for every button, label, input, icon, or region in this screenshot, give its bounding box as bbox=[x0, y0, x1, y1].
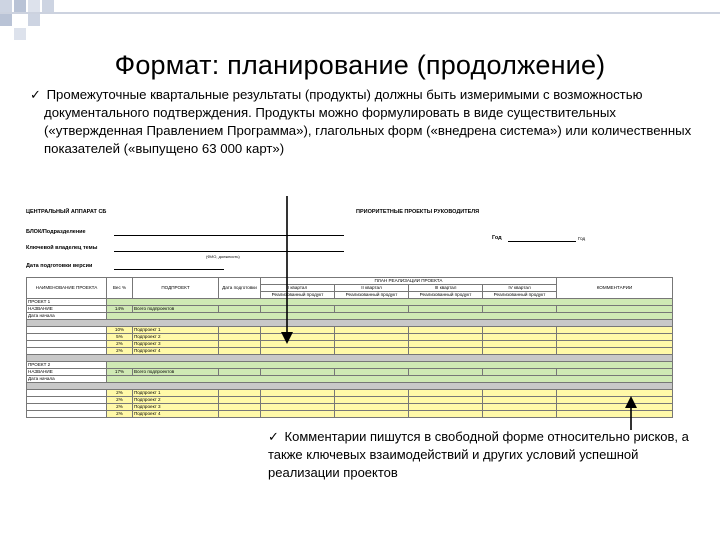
form-heading: ПРИОРИТЕТНЫЕ ПРОЕКТЫ РУКОВОДИТЕЛЯ bbox=[356, 209, 480, 215]
block-field-line bbox=[114, 235, 344, 236]
planning-form bbox=[26, 205, 672, 416]
form-owner-hint: (ФИО, должность) bbox=[206, 254, 240, 259]
table-row: 5% Подпроект 2 bbox=[27, 334, 673, 341]
col-q4: IV квартал bbox=[483, 285, 557, 292]
table-row: 2% Подпроект 3 bbox=[27, 404, 673, 411]
col-q3-result: Реализованный продукт bbox=[409, 292, 483, 299]
slide-title: Формат: планирование (продолжение) bbox=[114, 50, 606, 80]
year-field-line bbox=[508, 241, 576, 242]
col-sub: ПОДПРОЕКТ bbox=[133, 278, 219, 299]
col-name: НАИМЕНОВАНИЕ ПРОЕКТА bbox=[27, 278, 107, 299]
table-row: 2% Подпроект 3 bbox=[27, 341, 673, 348]
col-weight: Вес % bbox=[107, 278, 133, 299]
table-row: 10% Подпроект 1 bbox=[27, 327, 673, 334]
project1-name-line1: ПРОЕКТ 1 bbox=[27, 299, 107, 306]
col-date: Дата подготовки bbox=[219, 278, 261, 299]
plan-table bbox=[26, 277, 673, 418]
date-field-line bbox=[114, 269, 224, 270]
bullet-comments bbox=[268, 428, 708, 482]
form-year-suffix: Год bbox=[578, 236, 586, 241]
project1-total-weight: 14% bbox=[107, 306, 133, 313]
col-plan: ПЛАН РЕАЛИЗАЦИИ ПРОЕКТА bbox=[261, 278, 557, 285]
check-icon: ✓ bbox=[268, 429, 279, 444]
down-arrow-icon bbox=[280, 196, 294, 346]
col-q2: II квартал bbox=[335, 285, 409, 292]
form-block-label: БЛОК/Подразделение bbox=[26, 229, 86, 235]
table-row: 2% Подпроект 2 bbox=[27, 397, 673, 404]
table-row: 2% Подпроект 1 bbox=[27, 390, 673, 397]
project1-total-label: Всего подпроектов bbox=[133, 306, 219, 313]
table-row: 2% Подпроект 4 bbox=[27, 348, 673, 355]
bullet1-rest: документального подтверждения. Продукты можно формулировать в виде существительных («утвержденная Правлением Программа»), глагольных форм («внедрена система») или количественных показателей («выпущено 63 000 карт») bbox=[44, 105, 692, 156]
form-owner-label: Ключевой владелец темы bbox=[26, 245, 98, 251]
col-q1: I квартал bbox=[261, 285, 335, 292]
project2-total-weight: 17% bbox=[107, 369, 133, 376]
bullet-quarterly-results bbox=[30, 86, 710, 158]
form-org: ЦЕНТРАЛЬНЫЙ АППАРАТ СБ bbox=[26, 209, 107, 215]
project2-name-line1: ПРОЕКТ 2 bbox=[27, 362, 107, 369]
project1-name-line3: Дата начала bbox=[27, 313, 107, 320]
col-comments: КОММЕНТАРИИ bbox=[557, 278, 673, 299]
col-q4-result: Реализованный продукт bbox=[483, 292, 557, 299]
form-date-label: Дата подготовки версии bbox=[26, 263, 93, 269]
project2-total-label: Всего подпроектов bbox=[133, 369, 219, 376]
check-icon: ✓ bbox=[30, 87, 41, 102]
project1-name-line2: НАЗВАНИЕ bbox=[27, 306, 107, 313]
col-q3: III квартал bbox=[409, 285, 483, 292]
bullet2-text: Комментарии пишутся в свободной форме относительно рисков, а также ключевых взаимодействий и других условий успешной реализации проектов bbox=[268, 429, 689, 480]
col-q1-result: Реализованный продукт bbox=[261, 292, 335, 299]
corner-decoration bbox=[0, 0, 720, 40]
project2-name-line2: НАЗВАНИЕ bbox=[27, 369, 107, 376]
project2-name-line3: Дата начала bbox=[27, 376, 107, 383]
col-q2-result: Реализованный продукт bbox=[335, 292, 409, 299]
bullet1-first-line: Промежуточные квартальные результаты (продукты) должны быть измеримыми с возможностью bbox=[46, 87, 643, 102]
owner-field-line bbox=[114, 251, 344, 252]
table-row: 2% Подпроект 4 bbox=[27, 411, 673, 418]
form-year-label: Год bbox=[492, 235, 502, 241]
up-arrow-icon bbox=[624, 396, 638, 430]
